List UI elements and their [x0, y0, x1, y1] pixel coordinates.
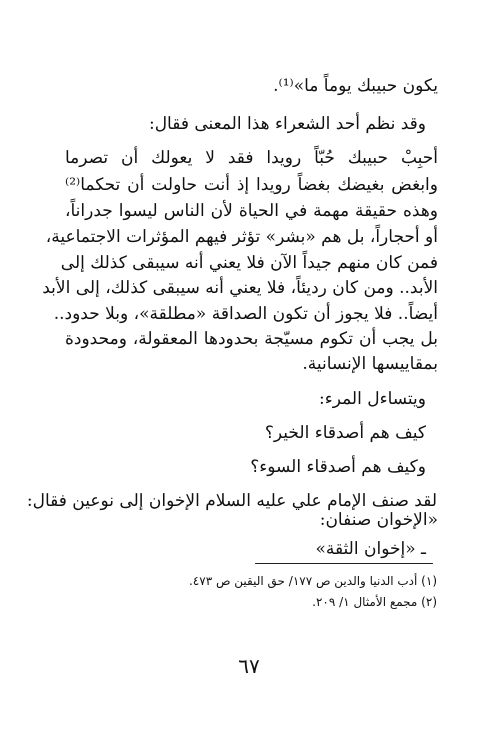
footnote-divider	[255, 563, 433, 564]
text-line-16: «الإخوان صنفان:	[319, 510, 438, 530]
text-line-10: بل يجب أن تكوم مسيّجة بحدودها المعقولة، ومحدودة	[65, 329, 438, 349]
text-line-9: أيضاً.. فلا يجوز أن تكون الصداقة «مطلقة»، وبلا حدود..	[53, 304, 438, 324]
text-line-2: وقد نظم أحد الشعراء هذا المعنى فقال:	[148, 114, 426, 134]
footnote-2: (٢) مجمع الأمثال ١/ ٢٠٩.	[312, 595, 437, 609]
text-line-1: يكون حبيبك يوماً ما»⁽¹⁾.	[273, 76, 438, 96]
text-line-13: كيف هم أصدقاء الخير؟	[264, 423, 426, 443]
text-line-11: بمقاييسها الإنسانية.	[302, 354, 438, 374]
text-line-6: أو أحجاراً، بل هم «بشر» تؤثر فيهم المؤثرات الاجتماعية،	[45, 227, 438, 247]
text-line-7: فمن كان منهم جيداً الآن فلا يعني أنه سيبقى كذلك إلى	[60, 253, 438, 273]
poem-verse-1: أحبِبْ حبيبك حُبّاً رويدا فقد لا يعولك أن تصرما	[65, 148, 438, 168]
poem-verse-2: وابغض بغيضك بغضاً رويدا إذ أنت حاولت أن تحكما⁽²⁾	[65, 175, 438, 195]
text-line-8: الأبد.. ومن كان رديئاً، فلا يعني أنه سيبقى كذلك، إلى الأبد	[42, 278, 438, 298]
text-line-12: ويتساءل المرء:	[319, 389, 426, 409]
text-line-14: وكيف هم أصدقاء السوء؟	[250, 457, 426, 477]
footnote-1: (١) أدب الدنيا والدين ص ١٧٧/ حق اليقين ص ٤٧٣.	[188, 574, 437, 588]
text-line-15: لقد صنف الإمام علي عليه السلام الإخوان إلى نوعين فقال:	[26, 491, 437, 511]
text-line-5: وهذه حقيقة مهمة في الحياة لأن الناس ليسوا جدراناً،	[65, 201, 438, 221]
text-line-17: ـ «إخوان الثقة»	[315, 539, 426, 559]
page-number: ٦٧	[238, 654, 260, 678]
